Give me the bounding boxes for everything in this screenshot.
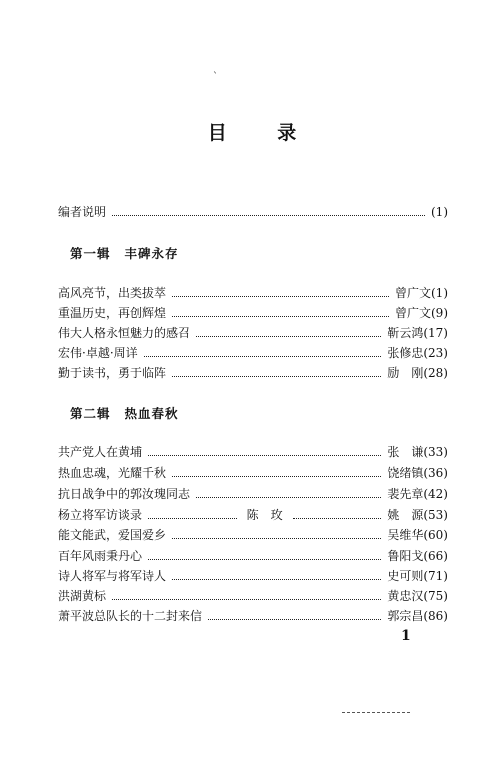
entry-author: 张 谦 xyxy=(387,445,424,459)
entry-page: (71) xyxy=(423,569,448,583)
dot-leader xyxy=(172,475,381,477)
toc-entry xyxy=(58,588,448,604)
toc-entry xyxy=(58,444,448,460)
entry-author: 曾广文 xyxy=(394,286,431,300)
dot-leader xyxy=(144,355,382,357)
dot-leader xyxy=(196,335,381,337)
dot-leader xyxy=(148,454,381,456)
dot-leader xyxy=(172,537,381,539)
toc-entry xyxy=(58,507,448,523)
toc-entry xyxy=(58,305,448,321)
entry-page: (60) xyxy=(423,528,448,542)
entry-page: (28) xyxy=(423,366,448,380)
entry-page: (86) xyxy=(423,609,448,623)
section-label: 第二辑 xyxy=(70,406,111,421)
entry-author: 裴先章 xyxy=(387,487,424,501)
entry-title: 共产党人在黄埔 xyxy=(58,445,143,459)
section-heading xyxy=(70,404,179,422)
entry-author: 励 刚 xyxy=(387,366,424,380)
dot-leader xyxy=(172,578,381,580)
entry-title: 编者说明 xyxy=(58,205,107,219)
dot-leader xyxy=(172,375,381,377)
entry-author: 黄忠汉 xyxy=(387,589,424,603)
entry-page: (53) xyxy=(423,508,448,522)
entry-title: 能文能武，爱国爱乡 xyxy=(58,528,167,542)
entry-page: (36) xyxy=(423,466,448,480)
entry-page: (66) xyxy=(423,549,448,563)
toc-entry xyxy=(58,548,448,564)
entry-author: 鲁阳戈 xyxy=(387,549,424,563)
toc-entry xyxy=(58,568,448,584)
dot-leader xyxy=(148,517,237,519)
entry-author: 靳云鸿 xyxy=(387,326,424,340)
page-number: 1 xyxy=(401,628,411,644)
entry-author: 姚 源 xyxy=(387,508,424,522)
toc-entry xyxy=(58,325,448,341)
entry-author: 郭宗昌 xyxy=(387,609,424,623)
dot-leader xyxy=(293,517,382,519)
entry-interviewer: 陈 玫 xyxy=(246,508,283,522)
entry-page: (1) xyxy=(431,286,448,300)
footer-rule xyxy=(342,712,410,713)
entry-title: 宏伟·卓越·周详 xyxy=(58,346,138,360)
toc-entry xyxy=(58,527,448,543)
entry-title: 热血忠魂，光耀千秋 xyxy=(58,466,167,480)
toc-entry-intro xyxy=(58,204,448,220)
entry-title: 勤于读书，勇于临阵 xyxy=(58,366,167,380)
entry-title: 抗日战争中的郭汝瑰同志 xyxy=(58,487,191,501)
entry-author: 张修忠 xyxy=(387,346,424,360)
toc-entry xyxy=(58,285,448,301)
entry-title: 百年风雨秉丹心 xyxy=(58,549,143,563)
dot-leader xyxy=(112,598,381,600)
entry-page: (75) xyxy=(423,589,448,603)
entry-title: 萧平波总队长的十二封来信 xyxy=(58,609,203,623)
entry-title: 诗人将军与将军诗人 xyxy=(58,569,167,583)
entry-author: 曾广文 xyxy=(394,306,431,320)
page-title: 目 录 xyxy=(207,122,319,144)
entry-title: 洪湖黄标 xyxy=(58,589,107,603)
entry-author: 史可则 xyxy=(387,569,424,583)
entry-title: 高风亮节，出类拔萃 xyxy=(58,286,167,300)
entry-page: (17) xyxy=(423,326,448,340)
dot-leader xyxy=(148,558,381,560)
entry-author: 吴维华 xyxy=(387,528,424,542)
entry-page: (23) xyxy=(423,346,448,360)
entry-title: 重温历史，再创辉煌 xyxy=(58,306,167,320)
dot-leader xyxy=(172,315,389,317)
dot-leader xyxy=(196,496,381,498)
toc-entry xyxy=(58,365,448,381)
entry-title: 杨立将军访谈录 xyxy=(58,508,143,522)
section-name: 丰碑永存 xyxy=(124,246,179,261)
toc-entry xyxy=(58,345,448,361)
ink-mark: ˋ xyxy=(213,72,218,83)
dot-leader xyxy=(112,214,425,216)
dot-leader xyxy=(208,618,381,620)
dot-leader xyxy=(172,295,389,297)
entry-page: (33) xyxy=(423,445,448,459)
entry-title: 伟大人格永恒魅力的感召 xyxy=(58,326,191,340)
section-name: 热血春秋 xyxy=(124,406,179,421)
entry-page: (42) xyxy=(423,487,448,501)
entry-page: (9) xyxy=(431,306,448,320)
toc-entry xyxy=(58,486,448,502)
toc-entry xyxy=(58,608,448,624)
entry-page: (1) xyxy=(431,205,448,219)
entry-author: 饶绪镇 xyxy=(387,466,424,480)
section-label: 第一辑 xyxy=(70,246,111,261)
toc-entry xyxy=(58,465,448,481)
section-heading xyxy=(70,244,179,262)
